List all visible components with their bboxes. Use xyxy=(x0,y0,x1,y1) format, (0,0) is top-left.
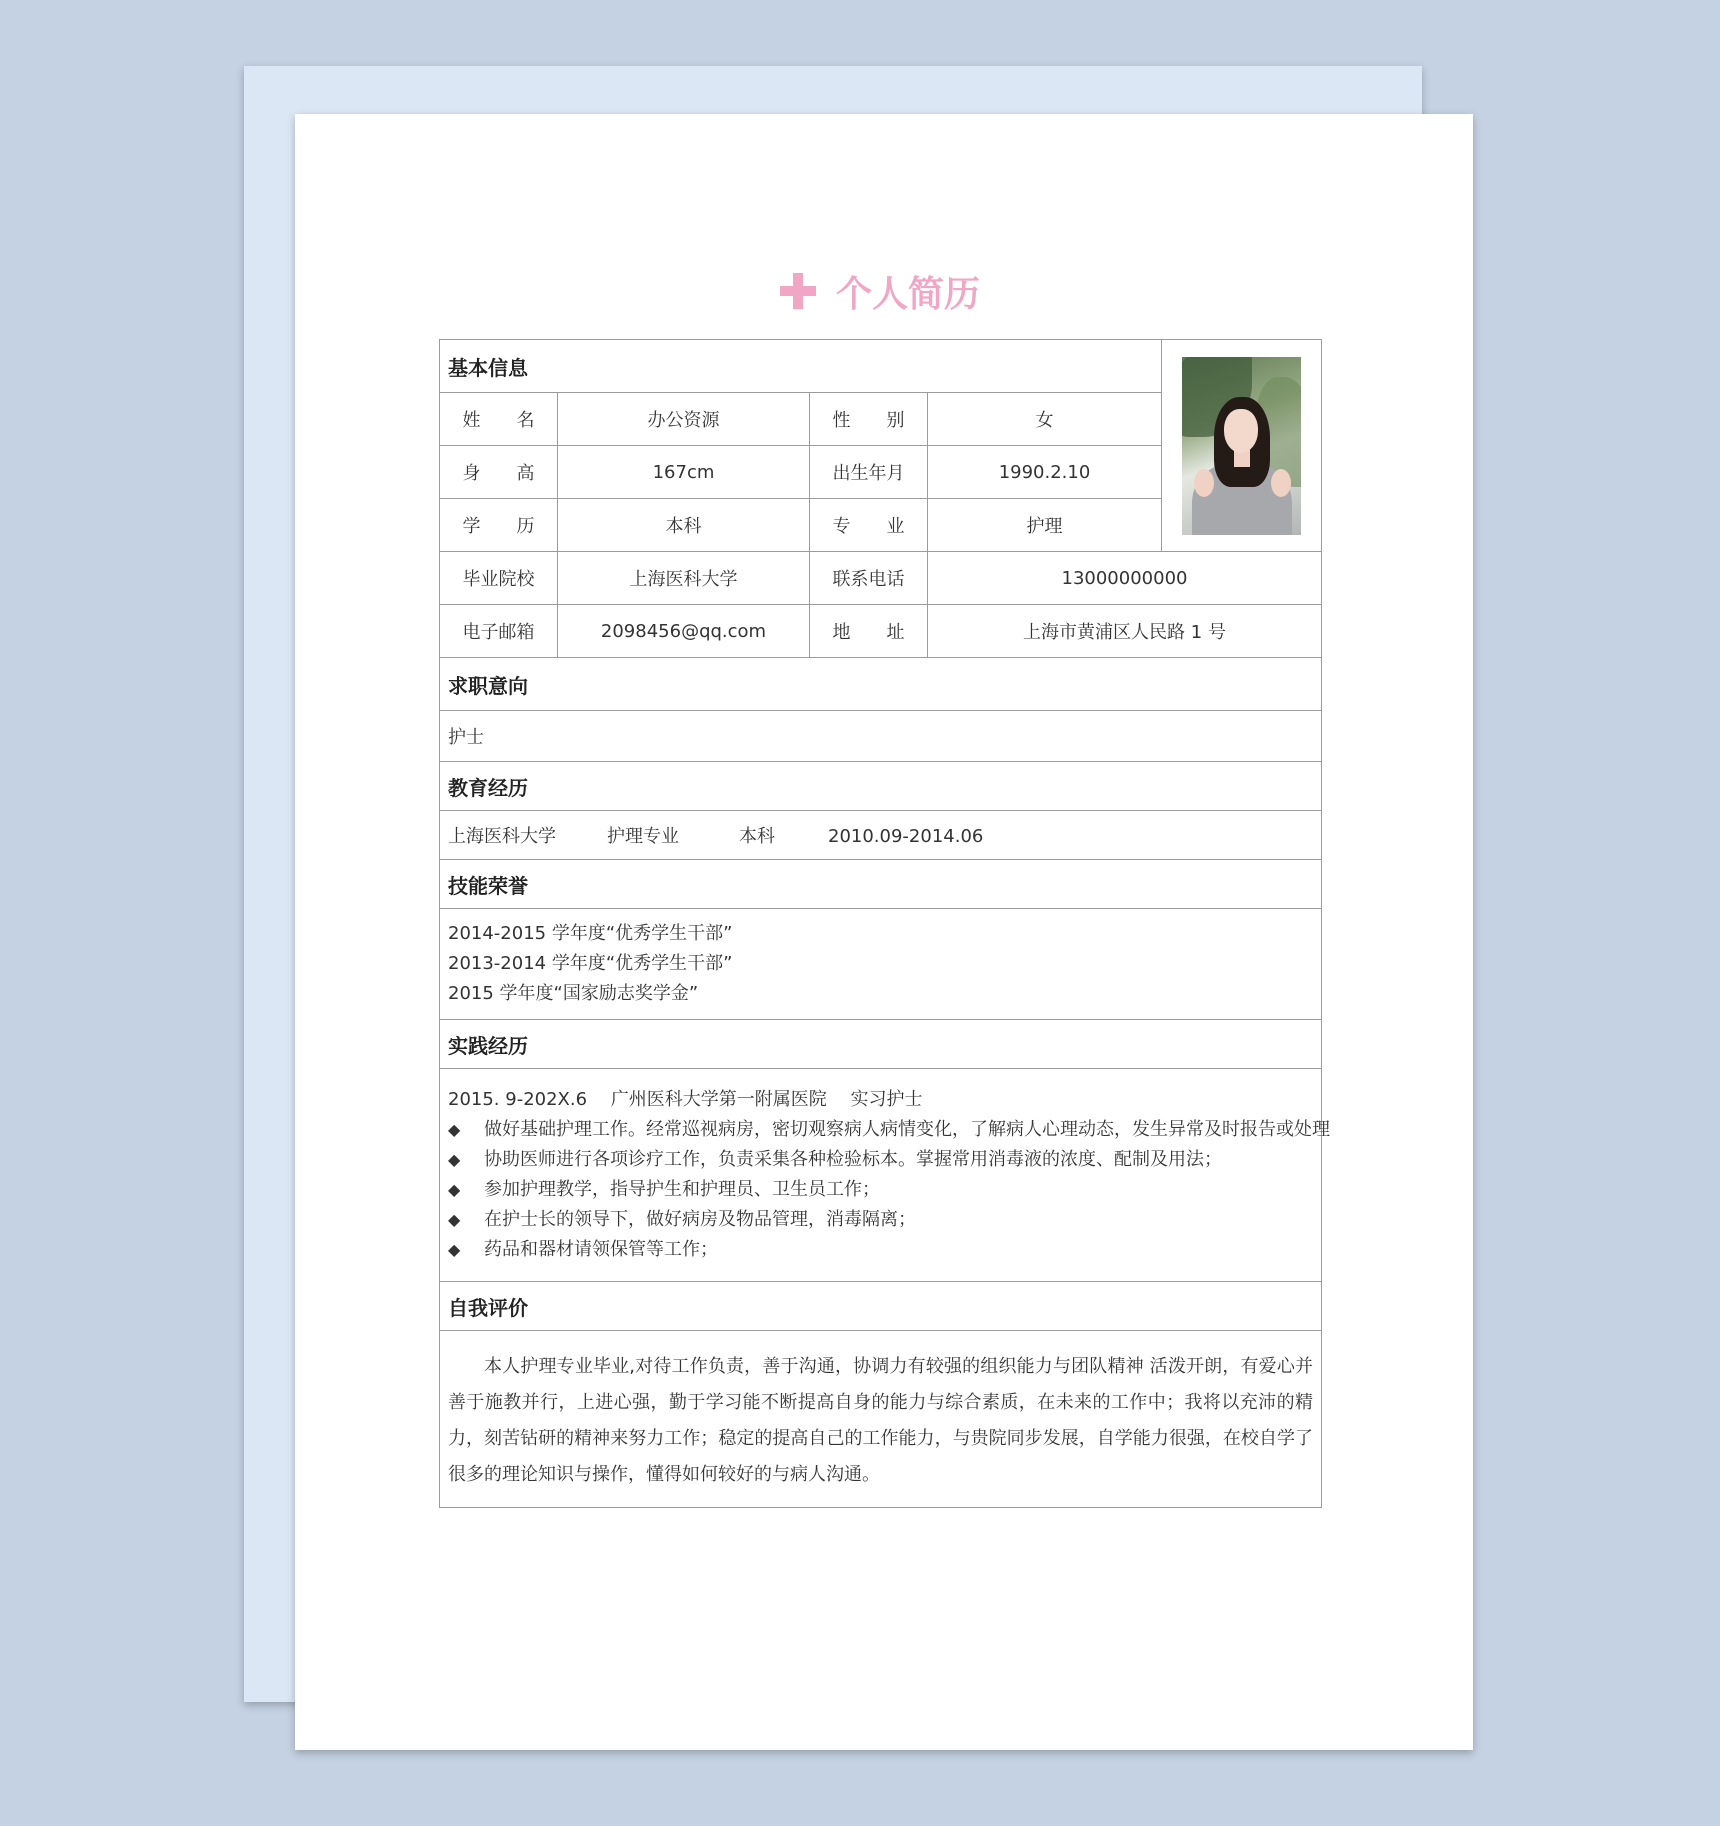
honor-item: 2015 学年度“国家励志奖学金” xyxy=(448,983,699,1004)
diamond-bullet-icon: ◆ xyxy=(448,1120,461,1139)
major-value: 护理 xyxy=(928,499,1162,552)
address-value: 上海市黄浦区人民路 1 号 xyxy=(928,605,1322,658)
birth-label: 出生年月 xyxy=(810,446,928,499)
address-label: 地 址 xyxy=(810,605,928,658)
education-major: 护理专业 xyxy=(607,826,679,847)
self-evaluation-text: 本人护理专业毕业,对待工作负责，善于沟通，协调力有较强的组织能力与团队精神 活泼开朗，有爱心并善于施教并行，上进心强，勤于学习能不断提高自身的能力与综合素质，在未来的工作中；我将以充沛的精力，刻苦钻研的精神来努力工作；稳定的提高自己的工作能力，与贵院同步发展，自学能力很强，在校自学了很多的理论知识与操作，懂得如何较好的与病人沟通。 xyxy=(440,1331,1322,1508)
gender-label: 性 别 xyxy=(810,393,928,446)
section-education: 教育经历 xyxy=(440,762,1322,811)
job-intention-value: 护士 xyxy=(440,711,1322,762)
education-degree: 本科 xyxy=(739,826,775,847)
phone-label: 联系电话 xyxy=(810,552,928,605)
honor-item: 2013-2014 学年度“优秀学生干部” xyxy=(448,953,733,974)
name-value: 办公资源 xyxy=(558,393,810,446)
page-title: 个人简历 xyxy=(835,273,980,315)
section-self-evaluation: 自我评价 xyxy=(440,1282,1322,1331)
height-value: 167cm xyxy=(558,446,810,499)
practice-list xyxy=(440,1069,1330,1282)
cross-icon xyxy=(780,273,816,309)
diamond-bullet-icon: ◆ xyxy=(448,1210,461,1229)
honor-item: 2014-2015 学年度“优秀学生干部” xyxy=(448,923,733,944)
practice-item: ◆ 做好基础护理工作。经常巡视病房，密切观察病人病情变化，了解病人心理动态，发生异常及时报告或处理 xyxy=(448,1115,1313,1145)
diamond-bullet-icon: ◆ xyxy=(448,1240,461,1259)
email-label: 电子邮箱 xyxy=(440,605,558,658)
resume-document xyxy=(439,258,1330,1508)
practice-header: 2015. 9-202X.6 广州医科大学第一附属医院 实习护士 xyxy=(448,1089,923,1110)
education-entry xyxy=(440,811,1322,860)
practice-item: ◆ 协助医师进行各项诊疗工作，负责采集各种检验标本。掌握常用消毒液的浓度、配制及用法； xyxy=(448,1145,1313,1175)
education-level-value: 本科 xyxy=(558,499,810,552)
major-label: 专 业 xyxy=(810,499,928,552)
school-value: 上海医科大学 xyxy=(558,552,810,605)
education-level-label: 学 历 xyxy=(440,499,558,552)
diamond-bullet-icon: ◆ xyxy=(448,1150,461,1169)
name-label: 姓 名 xyxy=(440,393,558,446)
practice-item: ◆ 在护士长的领导下，做好病房及物品管理，消毒隔离； xyxy=(448,1205,1313,1235)
practice-item: ◆ 参加护理教学，指导护生和护理员、卫生员工作； xyxy=(448,1175,1313,1205)
resume-title xyxy=(439,258,1321,324)
email-value: 2098456@qq.com xyxy=(558,605,810,658)
section-practice: 实践经历 xyxy=(440,1020,1322,1069)
phone-value: 13000000000 xyxy=(928,552,1322,605)
resume-table xyxy=(439,339,1330,1508)
avatar-photo xyxy=(1182,357,1301,535)
birth-value: 1990.2.10 xyxy=(928,446,1162,499)
section-honors: 技能荣誉 xyxy=(440,860,1322,909)
education-period: 2010.09-2014.06 xyxy=(828,826,984,847)
school-label: 毕业院校 xyxy=(440,552,558,605)
diamond-bullet-icon: ◆ xyxy=(448,1180,461,1199)
height-label: 身 高 xyxy=(440,446,558,499)
practice-item: ◆ 药品和器材请领保管等工作； xyxy=(448,1235,1313,1265)
photo-cell xyxy=(1162,340,1322,552)
gender-value: 女 xyxy=(928,393,1162,446)
honors-list xyxy=(440,909,1322,1020)
section-basic-info: 基本信息 xyxy=(440,340,1162,393)
education-school: 上海医科大学 xyxy=(448,826,556,847)
section-job-intention: 求职意向 xyxy=(440,658,1322,711)
